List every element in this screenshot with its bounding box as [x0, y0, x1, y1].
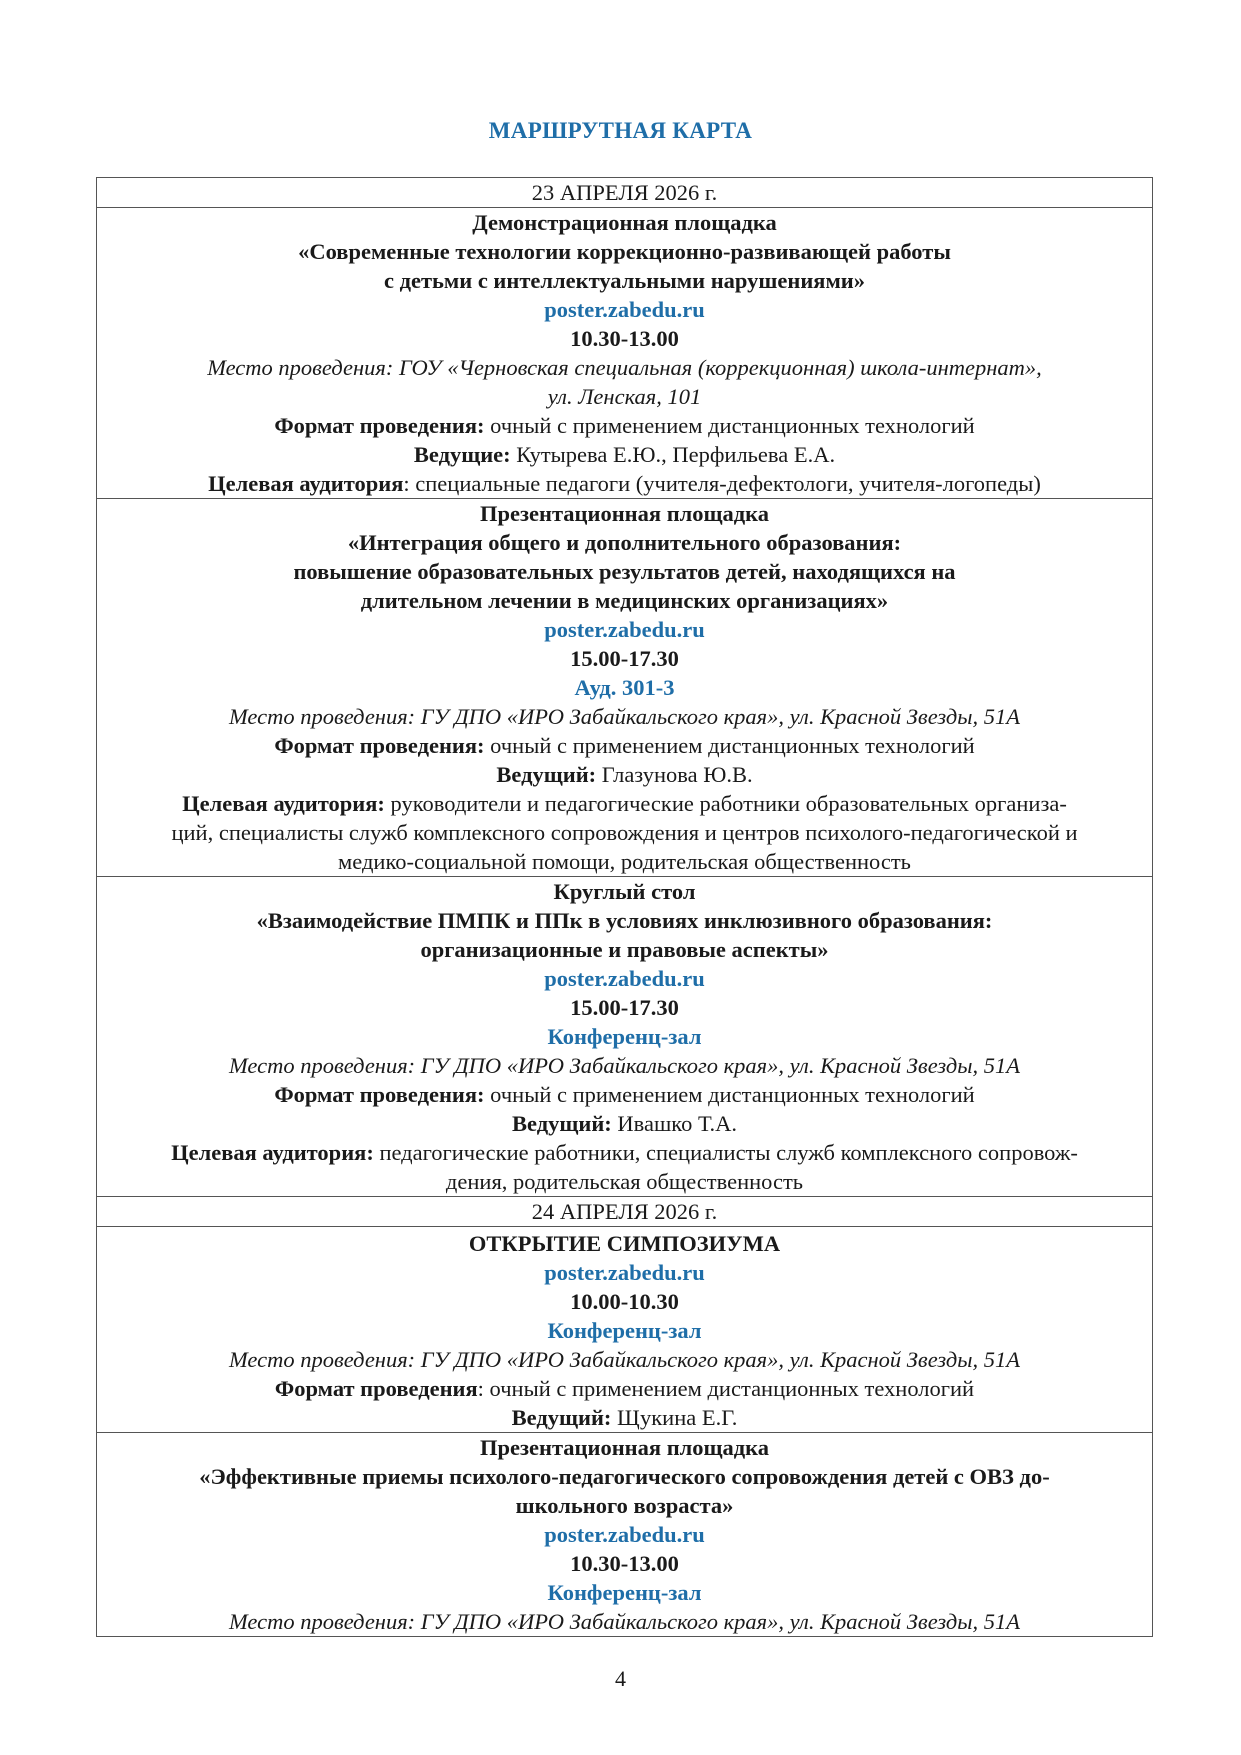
event-host — [103, 760, 1146, 789]
event-name-line: с детьми с интеллектуальными нарушениями» — [383, 268, 866, 293]
event-format — [103, 1080, 1146, 1109]
event-venue: Место проведения: ГУ ДПО «ИРО Забайкальского края», ул. Красной Звезды, 51А — [229, 704, 1020, 729]
event-type: Демонстрационная площадка — [472, 210, 777, 235]
event-cell — [97, 1433, 1153, 1637]
event-name-line: «Современные технологии коррекционно-развивающей работы — [298, 239, 951, 264]
event-cell — [97, 208, 1153, 499]
event-cell — [97, 499, 1153, 877]
format-label: Формат проведения — [274, 1376, 478, 1401]
event-format — [103, 411, 1146, 440]
format-value: : очный с применением дистанционных технологий — [477, 1376, 975, 1401]
audience-text: : специальные педагоги (учителя-дефектологи, учителя-логопеды) — [403, 471, 1041, 496]
event-time: 10.30-13.00 — [570, 1551, 679, 1576]
event-row — [97, 208, 1153, 499]
event-name-line: «Интеграция общего и дополнительного образования: — [347, 530, 902, 555]
event-room: Конференц-зал — [547, 1024, 702, 1049]
event-name-line: повышение образовательных результатов детей, находящихся на — [293, 559, 956, 584]
event-venue-line: Место проведения: ГОУ «Черновская специальная (коррекционная) школа-интернат», — [207, 355, 1042, 380]
event-audience — [103, 789, 1146, 818]
format-value: очный с применением дистанционных технологий — [484, 733, 975, 758]
host-label: Ведущие: — [413, 442, 511, 467]
format-label: Формат проведения: — [274, 733, 485, 758]
date-row — [97, 1197, 1153, 1227]
event-row — [97, 1433, 1153, 1637]
page-title: МАРШРУТНАЯ КАРТА — [488, 118, 753, 143]
event-room: Конференц-зал — [547, 1580, 702, 1605]
host-value: Щукина Е.Г. — [611, 1405, 738, 1430]
event-link[interactable]: poster.zabedu.ru — [544, 966, 705, 991]
date-cell: 24 АПРЕЛЯ 2026 г. — [97, 1197, 1153, 1227]
event-link[interactable]: poster.zabedu.ru — [544, 297, 705, 322]
audience-text: медико-социальной помощи, родительская общественность — [338, 849, 911, 874]
route-table — [96, 177, 1153, 1637]
event-audience — [103, 1138, 1146, 1167]
event-time: 15.00-17.30 — [570, 995, 679, 1020]
event-type: ОТКРЫТИЕ СИМПОЗИУМА — [468, 1231, 781, 1256]
audience-label: Целевая аудитория — [208, 471, 404, 496]
audience-text: руководители и педагогические работники образовательных организа- — [384, 791, 1067, 816]
audience-text: ций, специалисты служб комплексного сопровождения и центров психолого-педагогической и — [171, 820, 1078, 845]
event-room: Ауд. 301-3 — [574, 675, 675, 700]
event-room: Конференц-зал — [547, 1318, 702, 1343]
date-row — [97, 178, 1153, 208]
event-time: 10.30-13.00 — [570, 326, 679, 351]
event-name-line: организационные и правовые аспекты» — [420, 937, 829, 962]
event-venue: Место проведения: ГУ ДПО «ИРО Забайкальского края», ул. Красной Звезды, 51А — [229, 1347, 1020, 1372]
event-cell — [97, 877, 1153, 1197]
format-label: Формат проведения: — [274, 413, 485, 438]
audience-text: дения, родительская общественность — [445, 1169, 804, 1194]
event-name-line: «Эффективные приемы психолого-педагогического сопровождения детей с ОВЗ до- — [199, 1464, 1050, 1489]
audience-label: Целевая аудитория: — [171, 1140, 374, 1165]
event-row — [97, 877, 1153, 1197]
event-host — [103, 1403, 1146, 1432]
event-venue: Место проведения: ГУ ДПО «ИРО Забайкальского края», ул. Красной Звезды, 51А — [229, 1053, 1020, 1078]
event-format — [103, 731, 1146, 760]
event-time: 15.00-17.30 — [570, 646, 679, 671]
page-number: 4 — [615, 1666, 626, 1691]
event-name-line: школьного возраста» — [515, 1493, 734, 1518]
audience-text: педагогические работники, специалисты служб комплексного сопровож- — [373, 1140, 1078, 1165]
event-venue: Место проведения: ГУ ДПО «ИРО Забайкальского края», ул. Красной Звезды, 51А — [229, 1609, 1020, 1634]
event-link[interactable]: poster.zabedu.ru — [544, 1522, 705, 1547]
event-row — [97, 499, 1153, 877]
format-label: Формат проведения: — [274, 1082, 485, 1107]
event-name-line: длительном лечении в медицинских организациях» — [360, 588, 889, 613]
host-label: Ведущий: — [496, 762, 597, 787]
event-type: Круглый стол — [553, 879, 696, 904]
event-host — [103, 440, 1146, 469]
format-value: очный с применением дистанционных технологий — [484, 413, 975, 438]
host-value: Кутырева Е.Ю., Перфильева Е.А. — [510, 442, 836, 467]
event-host — [103, 1109, 1146, 1138]
event-format — [103, 1374, 1146, 1403]
event-cell — [97, 1227, 1153, 1433]
format-value: очный с применением дистанционных технологий — [484, 1082, 975, 1107]
date-cell: 23 АПРЕЛЯ 2026 г. — [97, 178, 1153, 208]
host-label: Ведущий: — [512, 1111, 612, 1136]
event-link[interactable]: poster.zabedu.ru — [544, 1260, 705, 1285]
event-row — [97, 1227, 1153, 1433]
host-value: Ивашко Т.А. — [611, 1111, 737, 1136]
event-time: 10.00-10.30 — [570, 1289, 679, 1314]
event-type: Презентационная площадка — [479, 501, 770, 526]
host-label: Ведущий: — [511, 1405, 612, 1430]
event-name-line: «Взаимодействие ПМПК и ППк в условиях инклюзивного образования: — [256, 908, 993, 933]
host-value: Глазунова Ю.В. — [596, 762, 753, 787]
audience-label: Целевая аудитория: — [182, 791, 385, 816]
event-audience — [103, 469, 1146, 498]
event-venue-line: ул. Ленская, 101 — [547, 384, 702, 409]
event-type: Презентационная площадка — [479, 1435, 770, 1460]
event-link[interactable]: poster.zabedu.ru — [544, 617, 705, 642]
